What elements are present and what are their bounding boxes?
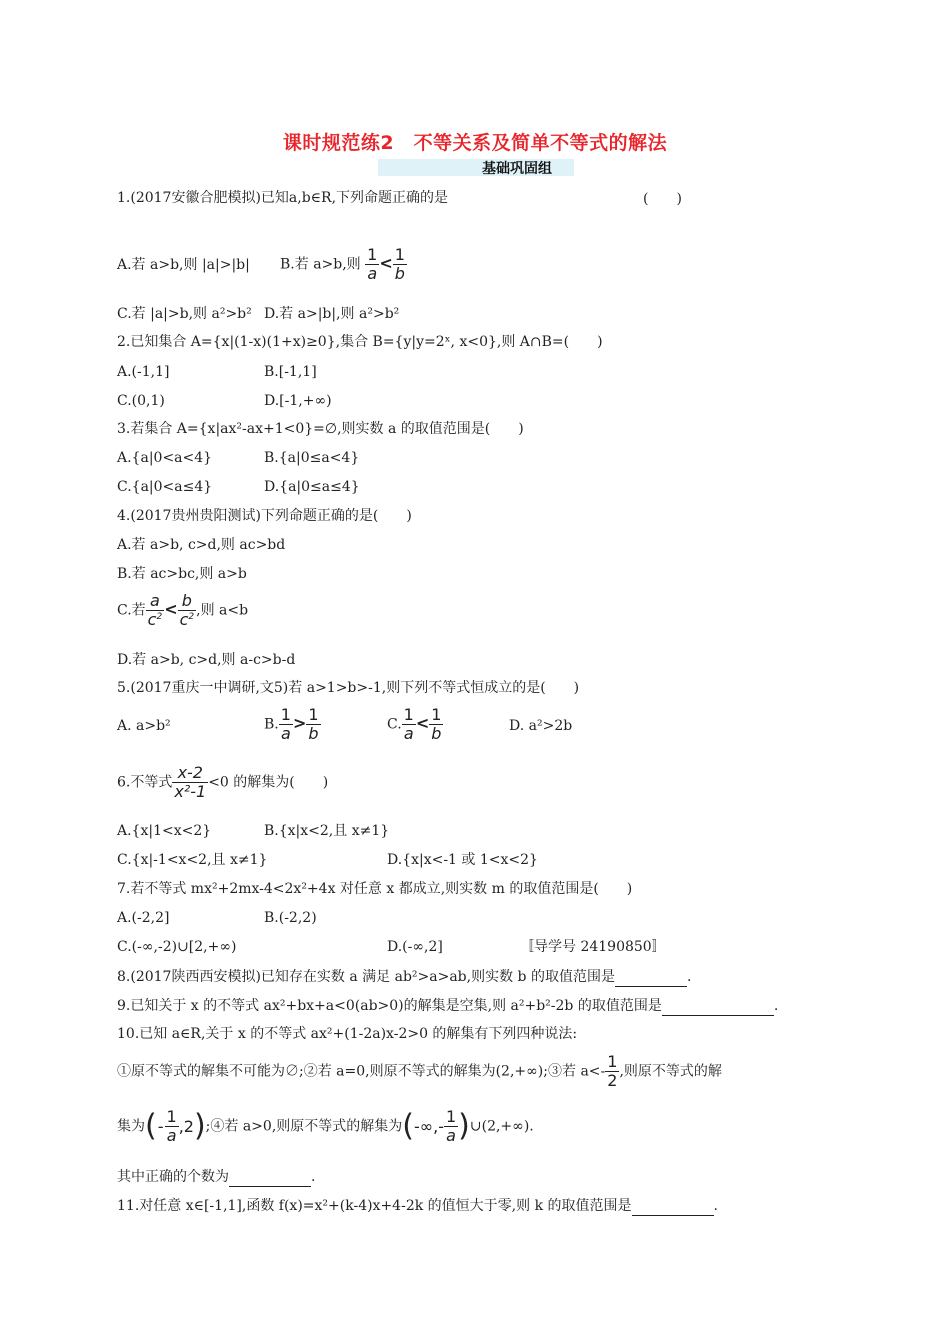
q5-b-frac-2: $\frac{1}{b}$: [308, 705, 319, 743]
q5-c-frac-1: $\frac{1}{a}$: [403, 705, 414, 743]
q10-frac-half: $\frac{1}{2}$: [607, 1052, 618, 1090]
section-subtitle: 基础巩固组: [482, 161, 552, 177]
q10-line3: 集为(- $\frac{1}{a}$ ,2);④若 a>0,则原不等式的解集为(-∞,- $\frac{1}{a}$ )∪(2,+∞).: [117, 1107, 534, 1145]
q10-frac-1-over-a-2: $\frac{1}{a}$: [445, 1107, 457, 1145]
q6-option-a: A.{x|1<x<2}: [117, 823, 212, 839]
q10-answer-blank[interactable]: [229, 1166, 311, 1187]
q4-option-b: B.若 ac>bc,则 a>b: [117, 566, 247, 582]
q7-option-d: D.(-∞,2]: [387, 939, 443, 955]
page-title: 课时规范练2 不等关系及简单不等式的解法: [282, 132, 668, 154]
q4-option-d: D.若 a>b, c>d,则 a-c>b-d: [117, 652, 296, 668]
q1-option-c: C.若 |a|>b,则 a²>b²: [117, 306, 252, 322]
q1-option-d: D.若 a>|b|,则 a²>b²: [264, 306, 400, 322]
q5-option-d: D. a²>2b: [509, 718, 573, 734]
q1-b-frac-1: $\frac{1}{a}$: [367, 245, 378, 283]
q6-stem-frac: $\frac{x-2}{\text{x²-1}}$: [174, 763, 207, 801]
q5-option-c: C. $\frac{1}{a}$ < $\frac{1}{b}$: [387, 705, 442, 743]
q3-stem: 3.若集合 A={x|ax²-ax+1<0}=∅,则实数 a 的取值范围是( ): [117, 421, 524, 437]
q11-answer-blank[interactable]: [632, 1195, 714, 1216]
q9-answer-blank[interactable]: [662, 995, 774, 1016]
q5-option-b: B. $\frac{1}{a}$ > $\frac{1}{b}$: [264, 705, 319, 743]
q10-line4: 其中正确的个数为 .: [117, 1166, 315, 1187]
q6-option-c: C.{x|-1<x<2,且 x≠1}: [117, 852, 268, 868]
q1-answer-paren: ( ): [643, 191, 682, 207]
q4-option-c: C.若 $\frac{a}{c^2}$ < $\frac{b}{c^2}$ ,则 a<b: [117, 591, 249, 629]
q2-stem: 2.已知集合 A={x|(1-x)(1+x)≥0},集合 B={y|y=2ˣ, x<0},则 A∩B=( ): [117, 334, 603, 350]
q1-option-a: A.若 a>b,则 |a|>|b|: [117, 257, 250, 273]
q7-stem: 7.若不等式 mx²+2mx-4<2x²+4x 对任意 x 都成立,则实数 m 的取值范围是( ): [117, 881, 633, 897]
q1-option-b-label: B.若 a>b,则: [280, 256, 361, 273]
q2-option-a: A.(-1,1]: [117, 364, 170, 380]
q1-b-frac-2: $\frac{1}{b}$: [394, 245, 405, 283]
q3-option-d: D.{a|0≤a≤4}: [264, 479, 360, 495]
q11-stem: 11.对任意 x∈[-1,1],函数 f(x)=x²+(k-4)x+4-2k 的值恒大于零,则 k 的取值范围是 .: [117, 1195, 718, 1216]
q9-stem: 9.已知关于 x 的不等式 ax²+bx+a<0(ab>0)的解集是空集,则 a²+b²-2b 的取值范围是 .: [117, 995, 778, 1016]
q4-c-frac-2: $\frac{b}{c^2}$: [179, 591, 195, 629]
q6-option-d: D.{x|x<-1 或 1<x<2}: [387, 852, 538, 868]
q5-stem: 5.(2017重庆一中调研,文5)若 a>1>b>-1,则下列不等式恒成立的是( ): [117, 680, 580, 696]
q5-c-frac-2: $\frac{1}{b}$: [431, 705, 442, 743]
q7-option-c: C.(-∞,-2)∪[2,+∞): [117, 939, 237, 955]
q3-option-a: A.{a|0<a<4}: [117, 450, 213, 466]
q5-option-a: A. a>b²: [117, 718, 171, 734]
q1-option-b: B.若 a>b,则 $\frac{1}{a}$ < $\frac{1}{b}$: [280, 245, 405, 283]
q7-option-b: B.(-2,2): [264, 910, 317, 926]
q7-guide-number: 〚导学号 24190850〛: [520, 939, 666, 955]
q10-line2: ①原不等式的解集不可能为∅;②若 a=0,则原不等式的解集为(2,+∞);③若 a<- $\frac{1}{2}$ ,则原不等式的解: [117, 1052, 722, 1090]
q3-option-b: B.{a|0≤a<4}: [264, 450, 360, 466]
q4-c-frac-1: $\frac{a}{c^2}$: [147, 591, 163, 629]
q10-stem: 10.已知 a∈R,关于 x 的不等式 ax²+(1-2a)x-2>0 的解集有下列四种说法:: [117, 1026, 578, 1042]
q1-stem: 1.(2017安徽合肥模拟)已知a,b∈R,下列命题正确的是: [117, 190, 449, 206]
q6-stem: 6.不等式 $\frac{x-2}{\text{x²-1}}$ <0 的解集为( ): [117, 763, 329, 801]
q2-option-b: B.[-1,1]: [264, 364, 317, 380]
q4-stem: 4.(2017贵州贵阳测试)下列命题正确的是( ): [117, 508, 412, 524]
q8-stem: 8.(2017陕西西安模拟)已知存在实数 a 满足 ab²>a>ab,则实数 b 的取值范围是 .: [117, 966, 691, 987]
q5-b-frac-1: $\frac{1}{a}$: [280, 705, 291, 743]
q2-option-c: C.(0,1): [117, 393, 165, 409]
q10-frac-1-over-a: $\frac{1}{a}$: [166, 1107, 177, 1145]
q2-option-d: D.[-1,+∞): [264, 393, 332, 409]
q6-option-b: B.{x|x<2,且 x≠1}: [264, 823, 390, 839]
q8-answer-blank[interactable]: [615, 966, 687, 987]
q3-option-c: C.{a|0<a≤4}: [117, 479, 213, 495]
q4-option-a: A.若 a>b, c>d,则 ac>bd: [117, 537, 286, 553]
q7-option-a: A.(-2,2]: [117, 910, 170, 926]
